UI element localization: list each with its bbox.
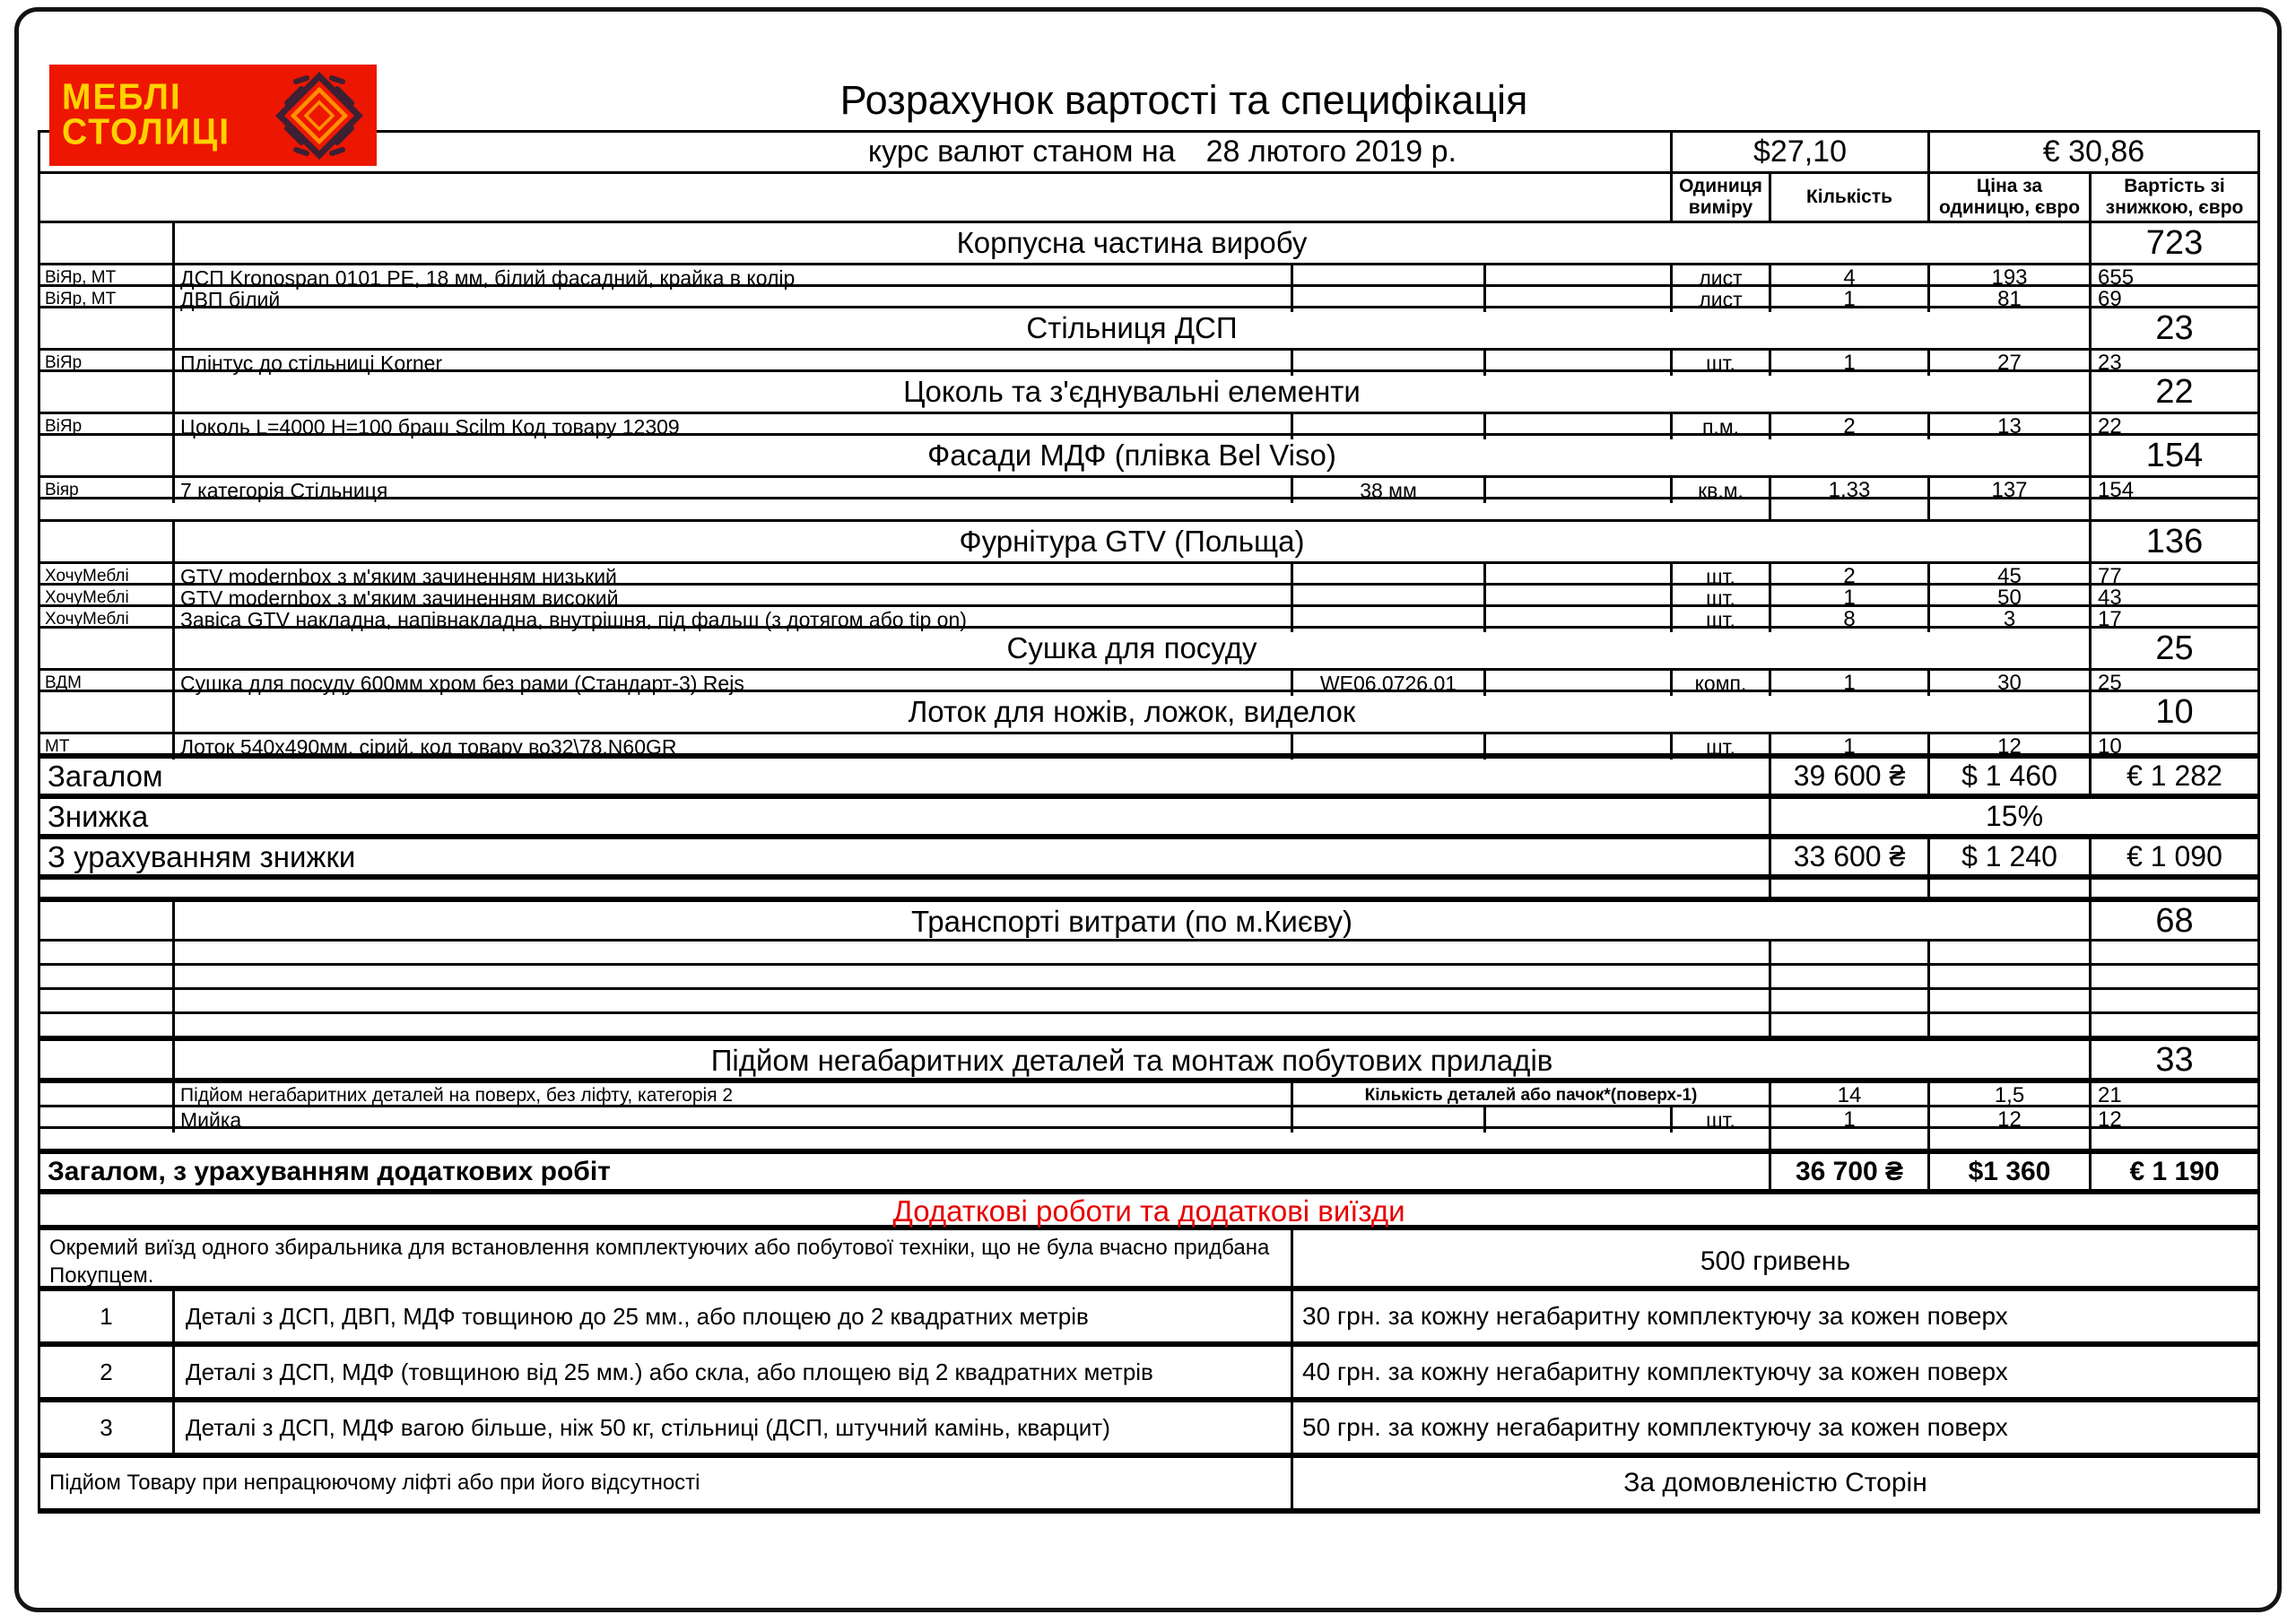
tariff-row xyxy=(40,1344,2257,1400)
qty-cell xyxy=(1771,942,1930,963)
section-left-cell xyxy=(40,372,175,412)
unit-cell: шт. xyxy=(1673,607,1771,632)
logo-diamond-icon xyxy=(274,71,364,161)
item-row xyxy=(40,414,2257,436)
empty-row xyxy=(40,499,2257,522)
section-value: 68 xyxy=(2155,902,2194,940)
tariff-row xyxy=(40,1289,2257,1344)
price-cell xyxy=(1930,1014,2092,1036)
qty-cell: 2 xyxy=(1771,414,1930,439)
price-cell: 137 xyxy=(1930,478,2092,503)
qty-cell: 1 xyxy=(1771,586,1930,611)
qty-cell: 4 xyxy=(1771,265,1930,291)
item-row xyxy=(40,351,2257,375)
source-cell xyxy=(40,1014,175,1036)
item-row xyxy=(40,478,2257,502)
value-cell: 25 xyxy=(2098,671,2122,695)
source-cell: ВіЯр, МТ xyxy=(40,265,175,291)
empty-row xyxy=(40,1129,2257,1151)
section-left-cell xyxy=(40,522,175,561)
value-cell xyxy=(2092,1014,2257,1036)
empty-row xyxy=(40,877,2257,899)
description-cell: GTV modernbox з м'яким зачиненням низький xyxy=(175,564,1293,589)
total-uah: 39 600 ₴ xyxy=(1771,759,1930,794)
source-cell: ВіЯр xyxy=(40,351,175,376)
section-left-cell xyxy=(40,436,175,475)
section-title: Транспорті витрати (по м.Києву) xyxy=(175,902,2092,941)
section-row xyxy=(40,522,2257,564)
qty-cell xyxy=(1771,1014,1930,1036)
company-logo xyxy=(49,65,377,166)
total-row xyxy=(40,1151,2257,1192)
section-left-cell xyxy=(40,1041,175,1080)
section-title: Фурнітура GTV (Польща) xyxy=(175,522,2092,561)
description-cell: Плінтус до стільниці Korner xyxy=(175,351,1293,376)
section-row xyxy=(40,1038,2257,1081)
price-cell xyxy=(1930,990,2092,1011)
qty-cell: 1 xyxy=(1771,734,1930,759)
section-left-cell xyxy=(40,629,175,668)
section-row xyxy=(40,692,2257,734)
price-cell: 12 xyxy=(1930,1107,2092,1133)
fee-cell: 50 грн. за кожну негабаритну комплектуючу за кожен поверх xyxy=(1302,1413,2008,1441)
price-cell: 81 xyxy=(1930,287,2092,312)
unit-cell: шт. xyxy=(1673,586,1771,611)
qty-cell: 1,33 xyxy=(1771,478,1930,503)
total-eur: € 1 282 xyxy=(2126,759,2222,792)
section-left-cell xyxy=(40,692,175,732)
unit-cell: шт. xyxy=(1673,734,1771,759)
section-left-cell xyxy=(40,308,175,348)
source-cell: МТ xyxy=(40,734,175,759)
source-cell xyxy=(40,990,175,1011)
blank-span-cell xyxy=(40,880,1771,897)
blank-span-cell xyxy=(175,1014,1771,1036)
section-row xyxy=(40,899,2257,942)
section-title: Сушка для посуду xyxy=(175,629,2092,668)
tariff-row xyxy=(40,1400,2257,1455)
qty-cell xyxy=(1771,880,1930,897)
qty-cell: 1 xyxy=(1771,351,1930,376)
price-cell: 193 xyxy=(1930,265,2092,291)
source-cell: ВіЯр xyxy=(40,414,175,439)
section-title: Корпусна частина виробу xyxy=(175,223,2092,263)
price-cell xyxy=(1930,1129,2092,1149)
discount-value: 15% xyxy=(1985,800,2044,832)
qty-cell: 1 xyxy=(1771,287,1930,312)
description-cell: Сушка для посуду 600мм хром без рами (Стандарт-3) Rejs xyxy=(175,671,1293,696)
section-title: Стільниця ДСП xyxy=(175,308,2092,348)
price-cell: 13 xyxy=(1930,414,2092,439)
price-cell: 1,5 xyxy=(1930,1083,2092,1108)
total-row xyxy=(40,837,2257,877)
qty-cell: 1 xyxy=(1771,671,1930,696)
section-left-cell xyxy=(40,902,175,941)
unit-cell: шт. xyxy=(1673,564,1771,589)
section-title: Підйом негабаритних деталей та монтаж побутових приладів xyxy=(175,1041,2092,1080)
unit-cell: комп. xyxy=(1673,671,1771,696)
col-header-unit: Одиниця виміру xyxy=(1673,174,1771,221)
section-title: Фасади МДФ (плівка Bel Viso) xyxy=(175,436,2092,475)
price-cell: 45 xyxy=(1930,564,2092,589)
qty-cell xyxy=(1771,966,1930,987)
discount-row xyxy=(40,796,2257,837)
section-row xyxy=(40,436,2257,478)
unit-cell: лист xyxy=(1673,287,1771,312)
empty-row xyxy=(40,942,2257,966)
total-uah: 33 600 ₴ xyxy=(1771,839,1930,874)
value-cell: 22 xyxy=(2098,414,2122,438)
total-label: Загалом xyxy=(40,759,1771,794)
price-cell xyxy=(1930,880,2092,897)
value-cell: 655 xyxy=(2098,265,2135,290)
value-cell: 12 xyxy=(2098,1107,2122,1132)
total-usd: $ 1 460 xyxy=(1930,759,2092,794)
blank-span-cell xyxy=(175,942,1771,963)
logo-text xyxy=(49,77,231,152)
section-title: Цоколь та з'єднувальні елементи xyxy=(175,372,2092,412)
extra-cell-2 xyxy=(1486,734,1673,759)
condition-cell: Окремий виїзд одного збиральника для встановлення комплектуючих або побутової техніки, що не була вчасно придбана Покупцем. xyxy=(40,1230,1293,1293)
item-row xyxy=(40,734,2257,759)
section-left-cell xyxy=(40,223,175,263)
total-eur: € 1 190 xyxy=(2129,1156,2220,1186)
additional-works-header-row xyxy=(40,1192,2257,1228)
section-value: 33 xyxy=(2155,1041,2194,1079)
source-cell: ХочуМеблі xyxy=(40,607,175,632)
value-cell: 154 xyxy=(2098,478,2135,502)
section-value: 25 xyxy=(2155,629,2194,667)
additional-works-title: Додаткові роботи та додаткові виїзди xyxy=(892,1194,1405,1228)
value-cell: 21 xyxy=(2098,1083,2122,1107)
item-row xyxy=(40,586,2257,610)
blank-span-cell xyxy=(175,990,1771,1011)
col-header-qty: Кількість xyxy=(1771,174,1930,221)
value-cell xyxy=(2092,990,2257,1011)
page-title: Розрахунок вартості та специфікація xyxy=(839,77,1528,123)
text-fragment: 28 лютого 2019 р. xyxy=(1205,135,1457,169)
description-cell: 7 категорія Стільниця xyxy=(175,478,1293,503)
description-cell: ДСП Kronospan 0101 PE, 18 мм, білий фасадний, крайка в колір xyxy=(175,265,1293,291)
description-cell: Підйом негабаритних деталей на поверх, без ліфту, категорія 2 xyxy=(175,1083,1293,1108)
value-cell xyxy=(2092,880,2257,897)
unit-cell: шт. xyxy=(1673,351,1771,376)
value-cell: 77 xyxy=(2098,564,2122,588)
source-cell: ВДМ xyxy=(40,671,175,696)
description-cell: Мийка xyxy=(175,1107,1293,1133)
lift-unavailable-row xyxy=(40,1455,2257,1511)
empty-row xyxy=(40,1014,2257,1038)
price-cell: 12 xyxy=(1930,734,2092,759)
extra-cell-1 xyxy=(1293,734,1486,759)
qty-cell xyxy=(1771,499,1930,519)
value-cell: 69 xyxy=(2098,287,2122,311)
source-cell: ХочуМеблі xyxy=(40,586,175,611)
usd-rate: $27,10 xyxy=(1673,133,1930,171)
fee-cell: 500 гривень xyxy=(1700,1246,1851,1277)
section-value: 136 xyxy=(2145,522,2204,560)
description-cell: ДВП білий xyxy=(175,287,1293,312)
price-cell: 50 xyxy=(1930,586,2092,611)
description-cell: Деталі з ДСП, МДФ вагою більше, ніж 50 кг, стільниці (ДСП, штучний камінь, кварцит) xyxy=(175,1402,1293,1453)
total-label: З урахуванням знижки xyxy=(40,839,1771,874)
fee-cell: За домовленістю Сторін xyxy=(1623,1468,1927,1497)
total-usd: $ 1 240 xyxy=(1930,839,2092,874)
col-header-price: Ціна за одиницю, євро xyxy=(1930,174,2092,221)
item-row xyxy=(40,671,2257,695)
qty-cell: 2 xyxy=(1771,564,1930,589)
qty-cell xyxy=(1771,990,1930,1011)
eur-rate: € 30,86 xyxy=(2042,135,2145,169)
blank-span-cell xyxy=(175,966,1771,987)
total-eur: € 1 090 xyxy=(2126,840,2222,872)
blank-span-cell xyxy=(40,1129,1771,1149)
description-cell: Лоток 540х490мм, сірий, код товару во32\78.N60GR xyxy=(175,734,1293,759)
logo-line2: СТОЛИЦІ xyxy=(62,111,231,152)
section-value: 23 xyxy=(2155,308,2194,347)
description-cell: GTV modernbox з м'яким зачиненням високий xyxy=(175,586,1293,611)
total-row xyxy=(40,756,2257,796)
price-cell: 3 xyxy=(1930,607,2092,632)
item-row xyxy=(40,287,2257,311)
pieces-note-cell: Кількість деталей або пачок*(поверх-1) xyxy=(1293,1083,1771,1108)
row-number: 1 xyxy=(40,1291,175,1341)
value-cell: 23 xyxy=(2098,351,2122,375)
lift-row xyxy=(40,1081,2257,1107)
condition-cell: Підйом Товару при непрацюючому ліфті або при його відсутності xyxy=(40,1458,1293,1508)
qty-cell: 1 xyxy=(1771,1107,1930,1133)
logo-line1: МЕБЛІ xyxy=(62,77,182,118)
value-cell xyxy=(2092,966,2257,987)
blank-span-cell xyxy=(40,499,1771,519)
item-row xyxy=(40,607,2257,629)
text-fragment: курс валют станом на xyxy=(867,135,1176,169)
row-number: 2 xyxy=(40,1347,175,1397)
price-cell xyxy=(1930,499,2092,519)
section-row xyxy=(40,372,2257,414)
total-label: Загалом, з урахуванням додаткових робіт xyxy=(40,1154,1771,1189)
fee-cell: 30 грн. за кожну негабаритну комплектуючу за кожен поверх xyxy=(1302,1302,2008,1330)
value-cell xyxy=(2092,499,2257,519)
fee-cell: 40 грн. за кожну негабаритну комплектуючу за кожен поверх xyxy=(1302,1358,2008,1385)
value-cell: 17 xyxy=(2098,607,2122,631)
section-row xyxy=(40,223,2257,265)
unit-cell: п.м. xyxy=(1673,414,1771,439)
source-cell xyxy=(40,942,175,963)
price-cell: 27 xyxy=(1930,351,2092,376)
price-cell xyxy=(1930,966,2092,987)
description-cell: Цоколь L=4000 H=100 браш Scilm Код товару 12309 xyxy=(175,414,1293,439)
extra-visit-row xyxy=(40,1228,2257,1289)
value-cell xyxy=(2092,1129,2257,1149)
qty-cell: 14 xyxy=(1771,1083,1930,1108)
value-cell: 43 xyxy=(2098,586,2122,610)
section-title: Лоток для ножів, ложок, виделок xyxy=(175,692,2092,732)
value-cell xyxy=(2092,942,2257,963)
empty-row xyxy=(40,990,2257,1014)
description-cell: Деталі з ДСП, ДВП, МДФ товщиною до 25 мм., або площею до 2 квадратних метрів xyxy=(175,1291,1293,1341)
extra-cell-1: WE06.0726.01 xyxy=(1293,671,1486,696)
section-value: 723 xyxy=(2145,223,2204,262)
discount-label: Знижка xyxy=(40,799,1771,834)
section-value: 22 xyxy=(2155,372,2194,411)
section-row xyxy=(40,308,2257,351)
total-uah: 36 700 ₴ xyxy=(1771,1154,1930,1189)
price-cell xyxy=(1930,942,2092,963)
column-header-row xyxy=(40,174,2257,223)
col-header-value: Вартість зі знижкою, євро xyxy=(2105,176,2244,218)
section-row xyxy=(40,629,2257,671)
total-usd: $1 360 xyxy=(1930,1154,2092,1189)
item-row xyxy=(40,265,2257,290)
description-cell: Деталі з ДСП, МДФ (товщиною від 25 мм.) або скла, або площею від 2 квадратних метрів xyxy=(175,1347,1293,1397)
description-cell: Завіса GTV накладна, напівнакладна, внутрішня, під фальш (з дотягом або tip on) xyxy=(175,607,1293,632)
qty-cell xyxy=(1771,1129,1930,1149)
spec-table xyxy=(38,130,2260,1514)
header-blank-cell xyxy=(40,174,1673,221)
price-cell: 30 xyxy=(1930,671,2092,696)
value-cell: 10 xyxy=(2098,734,2122,759)
qty-cell: 8 xyxy=(1771,607,1930,632)
unit-cell: кв.м. xyxy=(1673,478,1771,503)
section-value: 10 xyxy=(2155,692,2194,731)
item-row xyxy=(40,564,2257,586)
empty-row xyxy=(40,966,2257,990)
source-cell xyxy=(40,966,175,987)
unit-cell: шт. xyxy=(1673,1107,1771,1133)
source-cell: ВіЯр, МТ xyxy=(40,287,175,312)
source-cell: Віяр xyxy=(40,478,175,503)
section-value: 154 xyxy=(2145,436,2204,474)
source-cell xyxy=(40,1083,175,1108)
row-number: 3 xyxy=(40,1402,175,1453)
extra-cell-1: 38 мм xyxy=(1293,478,1486,503)
source-cell: ХочуМеблі xyxy=(40,564,175,589)
item-row xyxy=(40,1107,2257,1132)
unit-cell: лист xyxy=(1673,265,1771,291)
